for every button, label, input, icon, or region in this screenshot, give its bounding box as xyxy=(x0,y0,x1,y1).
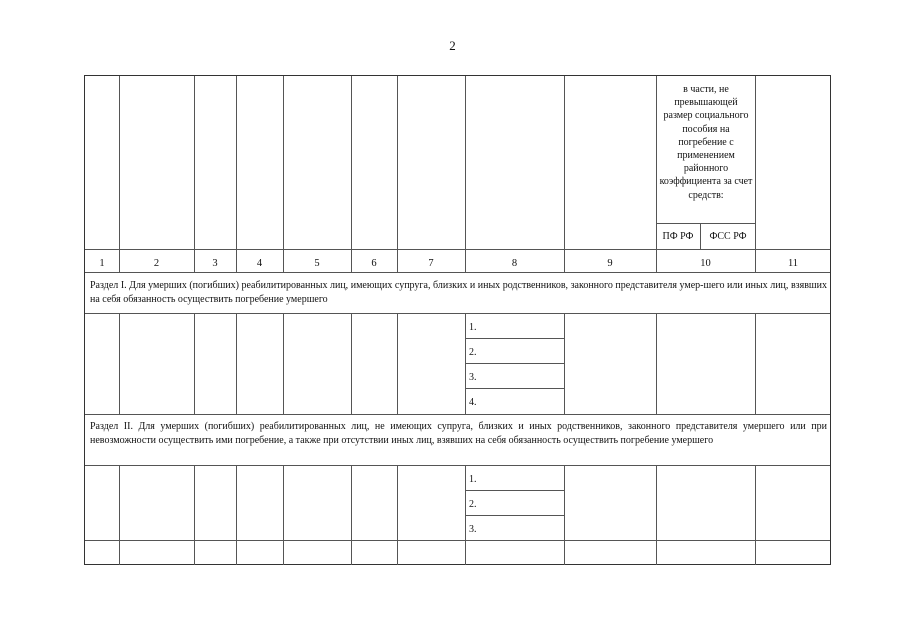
sub-row-divider xyxy=(465,515,564,516)
column-number: 7 xyxy=(428,258,434,269)
col-divider xyxy=(564,76,565,249)
col-divider xyxy=(397,313,398,414)
col-divider xyxy=(283,313,284,414)
col-divider xyxy=(564,465,565,565)
col-divider xyxy=(119,313,120,414)
sub-row-divider xyxy=(465,388,564,389)
column-number: 10 xyxy=(700,258,711,269)
row-divider xyxy=(85,272,830,273)
form-table xyxy=(84,75,831,565)
col-divider xyxy=(194,465,195,565)
col10-sub-divider xyxy=(656,223,755,224)
col-divider xyxy=(351,465,352,565)
row-divider xyxy=(85,540,830,541)
col-divider xyxy=(236,465,237,565)
col-divider xyxy=(236,313,237,414)
section-2-row-label: 2. xyxy=(469,499,477,510)
col-divider xyxy=(397,465,398,565)
section-2-row-label: 3. xyxy=(469,524,477,535)
col-divider xyxy=(236,76,237,249)
sub-row-divider xyxy=(465,338,564,339)
col-divider xyxy=(119,465,120,565)
row-divider xyxy=(85,465,830,466)
column-number: 11 xyxy=(787,258,799,269)
page-number: 2 xyxy=(449,38,456,53)
col-divider xyxy=(755,76,756,249)
section-2-row-label: 1. xyxy=(469,474,477,485)
col-divider xyxy=(351,313,352,414)
col-divider xyxy=(564,313,565,414)
col-divider xyxy=(194,313,195,414)
sub-row-divider xyxy=(465,490,564,491)
section-1-row-label: 4. xyxy=(469,397,477,408)
col-divider xyxy=(397,76,398,249)
section-1-row-label: 3. xyxy=(469,372,477,383)
col-divider xyxy=(194,76,195,249)
column-number: 3 xyxy=(212,258,218,269)
col-divider xyxy=(656,465,657,565)
col-divider xyxy=(755,313,756,414)
col-divider xyxy=(465,76,466,249)
column-number: 4 xyxy=(256,258,263,269)
section-1-row-label: 2. xyxy=(469,347,477,358)
column-number: 8 xyxy=(511,258,518,269)
sub-row-divider xyxy=(465,363,564,364)
section-1-title: Раздел I. Для умерших (погибших) реабилитированных лиц, имеющих супруга, близких и иных родственников, законного представителя умер-шего или иных лиц, взявших на себя обязанность осуществить погребение умершего xyxy=(90,280,827,305)
column-number: 5 xyxy=(314,258,320,269)
column-number: 9 xyxy=(607,258,613,269)
col10-sub-fss: ФСС РФ xyxy=(709,231,747,242)
col-divider xyxy=(283,76,284,249)
section-1-row-label: 1. xyxy=(469,322,477,333)
col10-sub-pf: ПФ РФ xyxy=(662,231,694,242)
row-divider xyxy=(85,313,830,314)
col-divider xyxy=(755,465,756,565)
row-divider xyxy=(85,414,830,415)
column-number: 1 xyxy=(99,258,105,269)
row-divider xyxy=(85,249,830,250)
col-divider xyxy=(656,313,657,414)
col-divider xyxy=(283,465,284,565)
section-2-title: Раздел II. Для умерших (погибших) реабилитированных лиц, не имеющих супруга, близких и иных родственников, законного представителя умершего или при невозможности осуществить ими погребение, а также при отсутствии иных лиц, взявших на себя обязанность осуществить погребение умершего xyxy=(90,421,827,446)
col-divider xyxy=(119,76,120,249)
col-divider xyxy=(351,76,352,249)
col10-header-text: в части, не превышающей размер социального пособия на погребение с применением районного коэффициента за счет средств: xyxy=(659,84,753,201)
column-number: 2 xyxy=(153,258,160,269)
column-number: 6 xyxy=(371,258,377,269)
